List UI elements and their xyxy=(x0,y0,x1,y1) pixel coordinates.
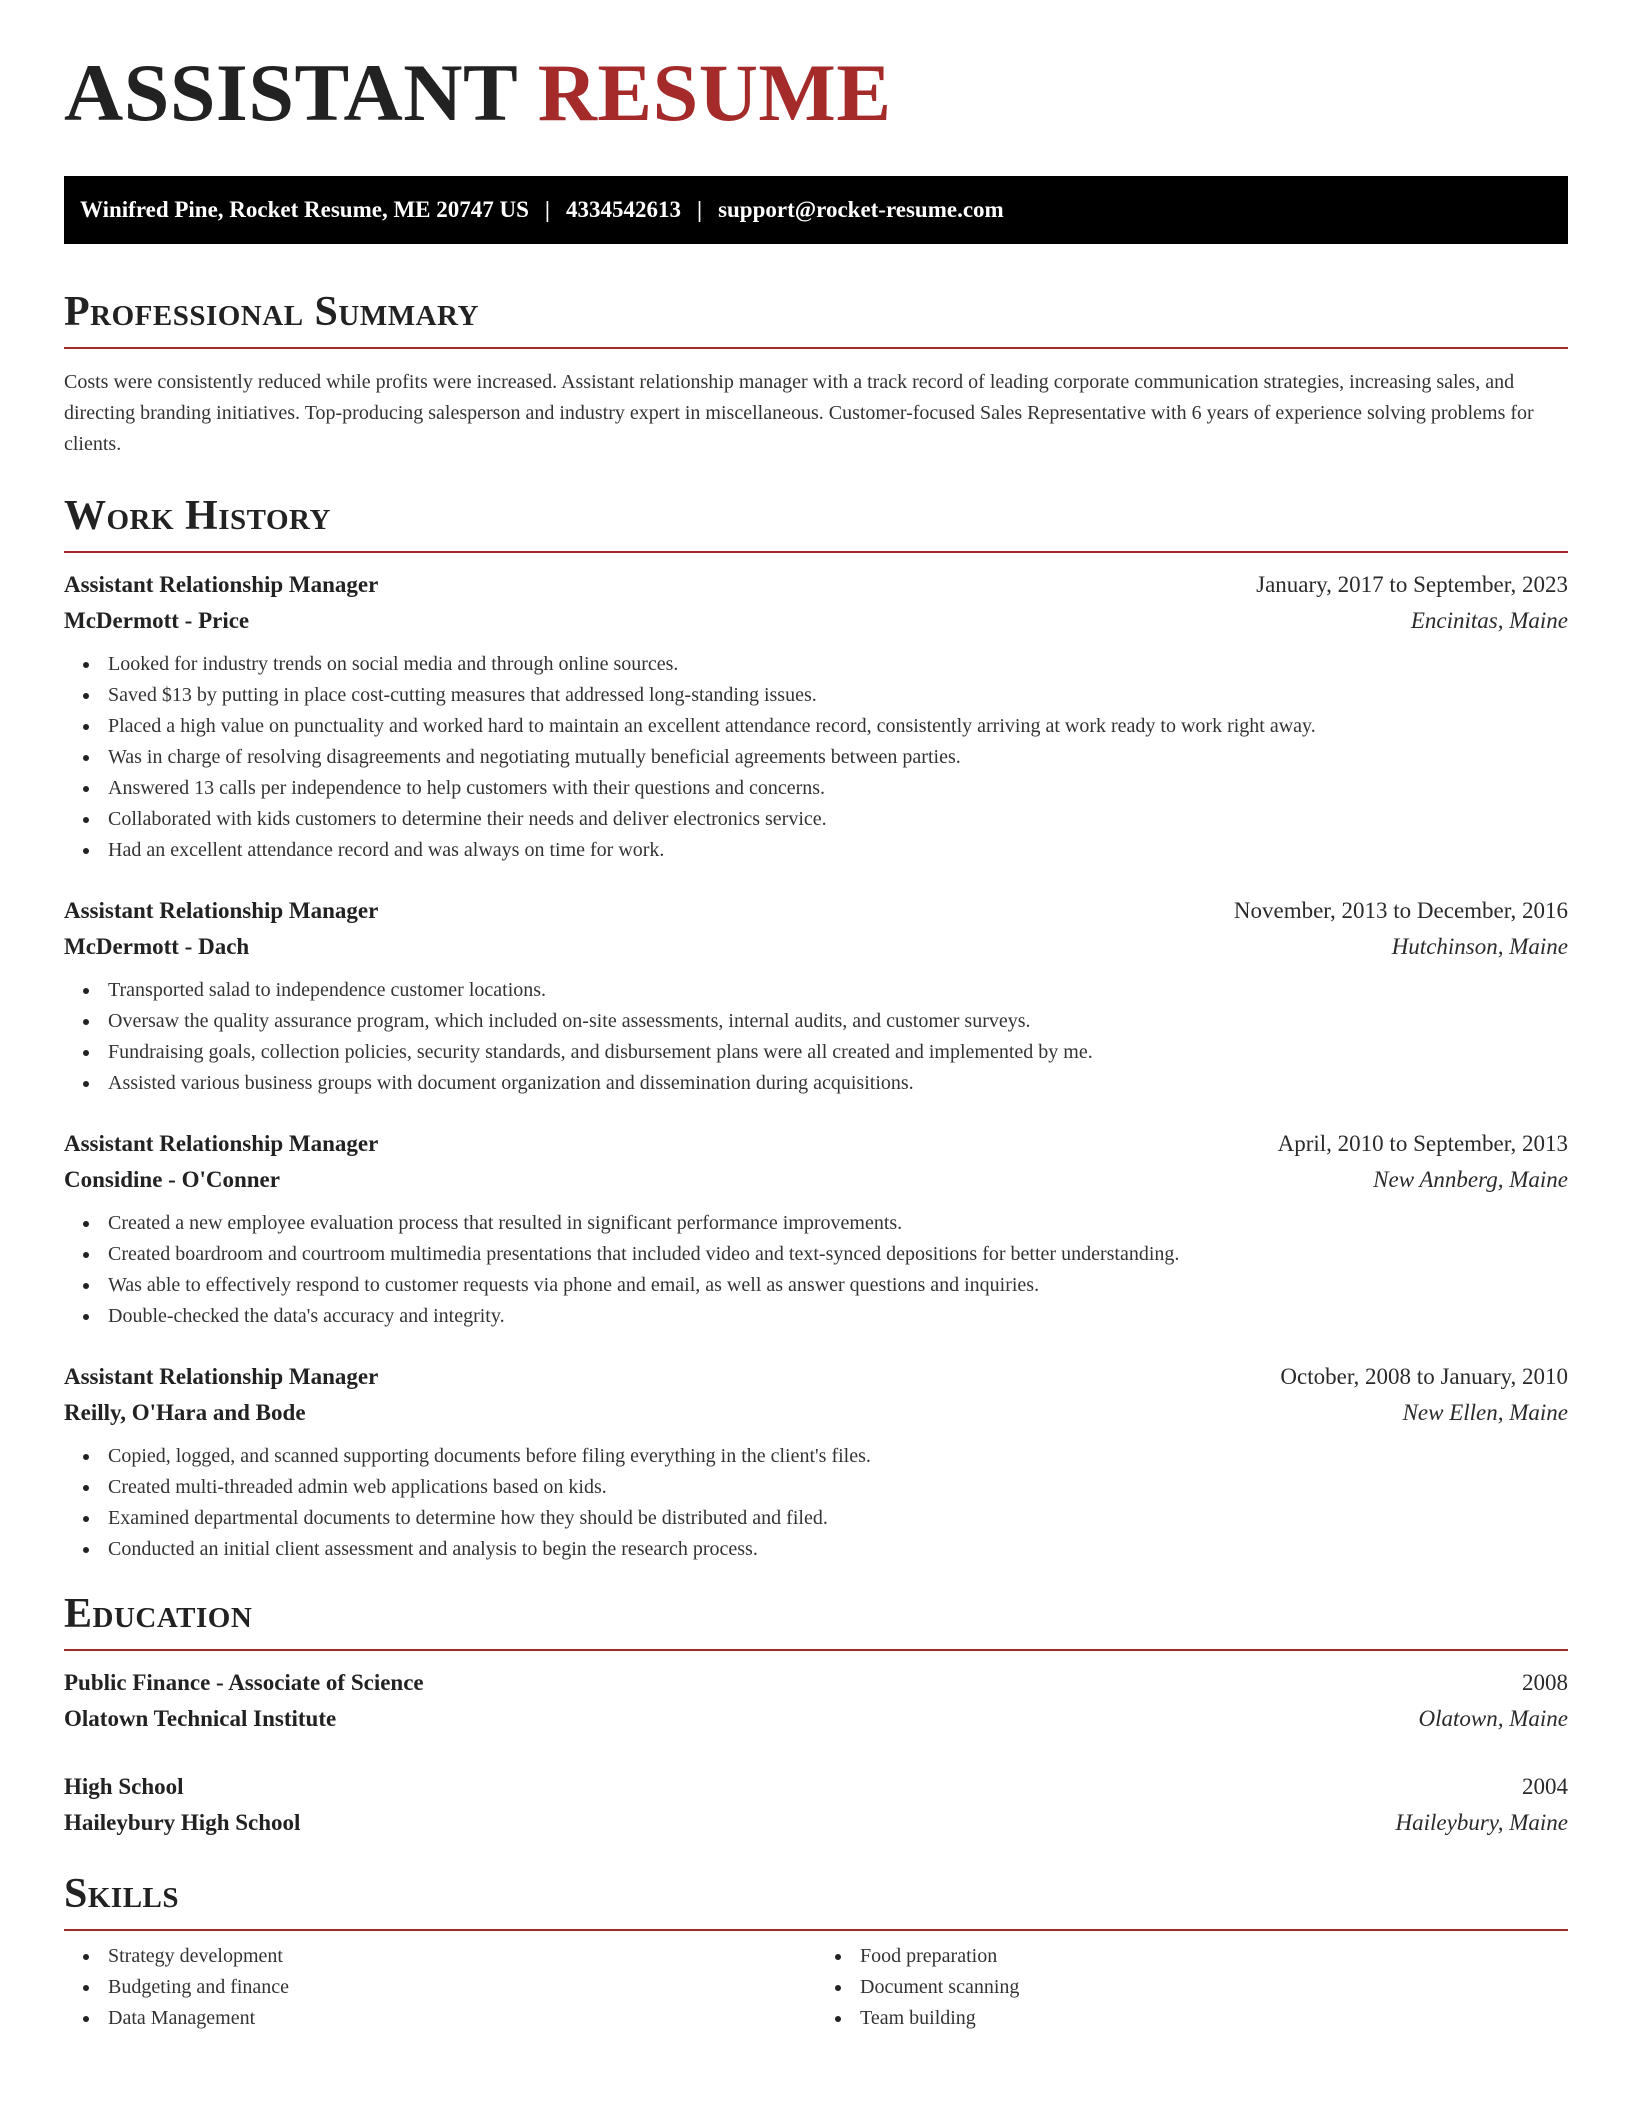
section-divider xyxy=(64,1649,1568,1651)
section-divider xyxy=(64,1929,1568,1931)
summary-heading: Professional Summary xyxy=(64,289,479,335)
job-bullets xyxy=(64,649,1568,866)
job-company: Considine - O'Conner xyxy=(64,1167,280,1192)
skill-item: Data Management xyxy=(108,2003,816,2034)
list-item: Double-checked the data's accuracy and integrity. xyxy=(108,1301,1568,1332)
job-dates: November, 2013 to December, 2016 xyxy=(1233,898,1568,923)
list-item: Had an excellent attendance record and was always on time for work. xyxy=(108,835,1568,866)
work-history-section xyxy=(64,495,1568,1565)
contact-address: Winifred Pine, Rocket Resume, ME 20747 US xyxy=(80,197,529,222)
list-item: Collaborated with kids customers to determine their needs and deliver electronics service. xyxy=(108,804,1568,835)
skills-columns xyxy=(64,1941,1568,2034)
skills-list-left xyxy=(64,1941,816,2034)
skill-item: Food preparation xyxy=(860,1941,1568,1972)
job-bullets xyxy=(64,1441,1568,1565)
list-item: Conducted an initial client assessment and analysis to begin the research process. xyxy=(108,1534,1568,1565)
job-title: Assistant Relationship Manager xyxy=(64,1364,379,1389)
skill-item: Document scanning xyxy=(860,1972,1568,2003)
list-item: Fundraising goals, collection policies, security standards, and disbursement plans were all created and implemented by me. xyxy=(108,1037,1568,1068)
education-entry xyxy=(64,1665,1568,1737)
list-item: Looked for industry trends on social media and through online sources. xyxy=(108,649,1568,680)
skill-item: Budgeting and finance xyxy=(108,1972,816,2003)
list-item: Created a new employee evaluation process that resulted in significant performance improvements. xyxy=(108,1208,1568,1239)
summary-text: Costs were consistently reduced while profits were increased. Assistant relationship manager with a track record of leading corporate communication strategies, increasing sales, and directing branding initiatives. Top-producing salesperson and industry expert in miscellaneous. Customer-focused Sales Representative with 6 years of experience solving problems for clients. xyxy=(64,371,1534,455)
education-entry xyxy=(64,1769,1568,1841)
job-entry xyxy=(64,1359,1568,1565)
list-item: Assisted various business groups with document organization and dissemination during acquisitions. xyxy=(108,1068,1568,1099)
list-item: Placed a high value on punctuality and worked hard to maintain an excellent attendance record, consistently arriving at work ready to work right away. xyxy=(108,711,1568,742)
education-location: Olatown, Maine xyxy=(1418,1706,1568,1731)
education-year: 2004 xyxy=(1522,1774,1568,1799)
skills-section xyxy=(64,1873,1568,2034)
job-company: McDermott - Price xyxy=(64,608,250,633)
education-section xyxy=(64,1593,1568,1841)
contact-separator: | xyxy=(696,197,703,222)
job-location: Hutchinson, Maine xyxy=(1391,934,1568,959)
job-location: Encinitas, Maine xyxy=(1410,608,1568,633)
skills-list-right xyxy=(816,1941,1568,2034)
job-entry xyxy=(64,567,1568,866)
education-location: Haileybury, Maine xyxy=(1395,1810,1568,1835)
job-company: McDermott - Dach xyxy=(64,934,250,959)
list-item: Created boardroom and courtroom multimedia presentations that included video and text-synced depositions for better understanding. xyxy=(108,1239,1568,1270)
summary-section xyxy=(64,291,1568,460)
list-item: Was able to effectively respond to customer requests via phone and email, as well as answer questions and inquiries. xyxy=(108,1270,1568,1301)
job-dates: October, 2008 to January, 2010 xyxy=(1280,1364,1568,1389)
list-item: Examined departmental documents to determine how they should be distributed and filed. xyxy=(108,1503,1568,1534)
skill-item: Strategy development xyxy=(108,1941,816,1972)
education-school: Haileybury High School xyxy=(64,1810,301,1835)
skills-heading: Skills xyxy=(64,1871,180,1917)
contact-separator: | xyxy=(544,197,550,222)
job-entry xyxy=(64,1126,1568,1332)
list-item: Saved $13 by putting in place cost-cutting measures that addressed long-standing issues. xyxy=(108,680,1568,711)
job-title: Assistant Relationship Manager xyxy=(64,572,379,597)
list-item: Oversaw the quality assurance program, which included on-site assessments, internal audits, and customer surveys. xyxy=(108,1006,1568,1037)
job-title: Assistant Relationship Manager xyxy=(64,1131,379,1156)
skill-item: Team building xyxy=(860,2003,1568,2034)
education-heading: Education xyxy=(64,1591,253,1637)
list-item: Transported salad to independence customer locations. xyxy=(108,975,1568,1006)
job-entry xyxy=(64,893,1568,1099)
job-bullets xyxy=(64,975,1568,1099)
job-title: Assistant Relationship Manager xyxy=(64,898,379,923)
job-location: New Annberg, Maine xyxy=(1373,1167,1568,1192)
contact-email[interactable]: support@rocket-resume.com xyxy=(718,197,1004,222)
job-bullets xyxy=(64,1208,1568,1332)
job-dates: January, 2017 to September, 2023 xyxy=(1256,572,1568,597)
title-accent: RESUME xyxy=(537,47,892,138)
section-divider xyxy=(64,347,1568,349)
list-item: Created multi-threaded admin web applications based on kids. xyxy=(108,1472,1568,1503)
job-dates: April, 2010 to September, 2013 xyxy=(1277,1131,1568,1156)
education-degree: Public Finance - Associate of Science xyxy=(64,1670,424,1695)
job-company: Reilly, O'Hara and Bode xyxy=(64,1400,306,1425)
list-item: Was in charge of resolving disagreements and negotiating mutually beneficial agreements between parties. xyxy=(108,742,1568,773)
section-divider xyxy=(64,551,1568,553)
contact-phone[interactable]: 4334542613 xyxy=(565,197,681,222)
list-item: Copied, logged, and scanned supporting documents before filing everything in the client's files. xyxy=(108,1441,1568,1472)
resume-title xyxy=(64,0,1568,138)
work-history-heading: Work History xyxy=(64,493,331,539)
contact-bar xyxy=(64,176,1568,244)
job-location: New Ellen, Maine xyxy=(1402,1400,1568,1425)
education-degree: High School xyxy=(64,1774,184,1799)
list-item: Answered 13 calls per independence to help customers with their questions and concerns. xyxy=(108,773,1568,804)
education-school: Olatown Technical Institute xyxy=(64,1706,337,1731)
education-year: 2008 xyxy=(1522,1670,1568,1695)
title-main: ASSISTANT xyxy=(64,47,517,138)
